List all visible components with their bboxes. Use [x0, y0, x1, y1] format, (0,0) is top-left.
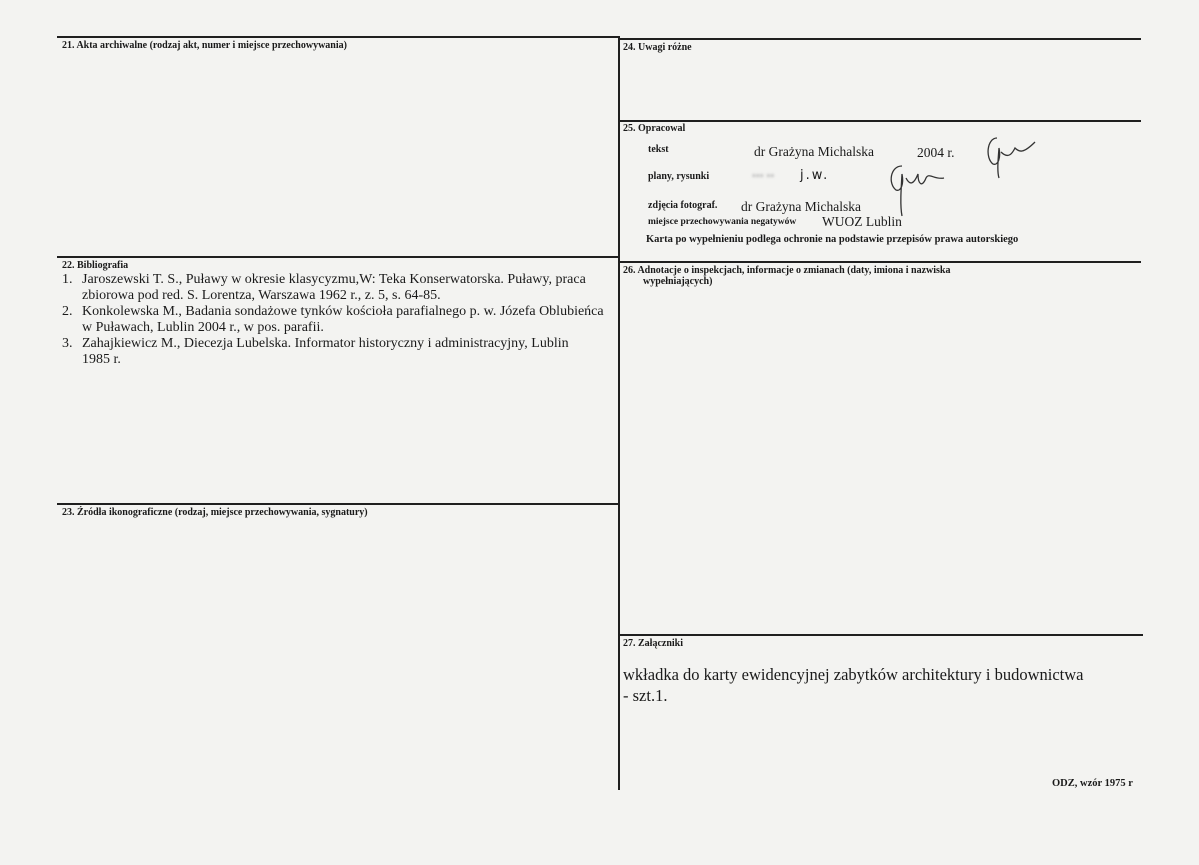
- item-text: Jaroszewski T. S., Puławy w okresie klasycyzmu,W: Teka Konserwatorska. Puławy, praca zbiorowa pod red. S. Lorentza, Warszawa 1962 r., z. 5, s. 64-85.: [82, 272, 586, 303]
- signature-plans: [884, 160, 954, 220]
- section-23-title: 23. Źródła ikonograficzne (rodzaj, miejsce przechowywania, sygnatury): [62, 507, 368, 518]
- center-divider: [618, 36, 620, 790]
- list-item: [62, 304, 617, 336]
- bibliography-list: [62, 272, 617, 368]
- list-item: [62, 336, 617, 368]
- rule-23: [57, 503, 620, 505]
- section-21-title: 21. Akta archiwalne (rodzaj akt, numer i miejsce przechowywania): [62, 40, 347, 51]
- plans-label: plany, rysunki: [648, 171, 710, 182]
- item-number: 2.: [62, 304, 73, 319]
- item-text: Zahajkiewicz M., Diecezja Lubelska. Informator historyczny i administracyjny, Lublin 1985 r.: [82, 336, 569, 367]
- top-rule-right: [620, 38, 1141, 40]
- copyright-note: Karta po wypełnieniu podlega ochronie na podstawie przepisów prawa autorskiego: [646, 234, 1019, 245]
- item-number: 3.: [62, 336, 73, 351]
- item-number: 1.: [62, 272, 73, 287]
- rule-27: [620, 634, 1143, 636]
- attachments-line1: wkładka do karty ewidencyjnej zabytków architektury i budownictwa: [623, 665, 1084, 684]
- section-25-title: 25. Opracowal: [623, 123, 686, 134]
- negatives-location: WUOZ Lublin: [822, 214, 902, 229]
- section-26-title-line1: 26. Adnotacje o inspekcjach, informacje o zmianach (daty, imiona i nazwiska: [623, 265, 951, 276]
- rule-25: [620, 120, 1141, 122]
- list-item: [62, 272, 617, 304]
- top-rule-left: [57, 36, 620, 38]
- text-author: dr Grażyna Michalska: [754, 144, 874, 159]
- form-identifier: ODZ, wzór 1975 r: [1052, 778, 1133, 789]
- text-label: tekst: [648, 144, 669, 155]
- item-text: Konkolewska M., Badania sondażowe tynków kościoła parafialnego p. w. Józefa Oblubieńca w Puławach, Lublin 2004 r., w pos. parafii.: [82, 304, 604, 335]
- section-24-title: 24. Uwagi różne: [623, 42, 692, 53]
- photos-label: zdjęcia fotograf.: [648, 200, 718, 211]
- attachments-line2: - szt.1.: [623, 686, 668, 705]
- section-27-title: 27. Załączniki: [623, 638, 684, 649]
- plans-value: j.w.: [800, 168, 830, 183]
- plans-redacted: ▪▪▪ ▪▪: [752, 170, 775, 182]
- section-22-title: 22. Bibliografia: [62, 260, 129, 271]
- section-26-title-line2: wypełniających): [643, 276, 713, 287]
- text-year: 2004 r.: [917, 145, 955, 160]
- negatives-label: miejsce przechowywania negatywów: [648, 217, 797, 227]
- rule-26: [620, 261, 1141, 263]
- rule-22: [57, 256, 620, 258]
- signature-text-author: [983, 130, 1043, 180]
- photos-author: dr Grażyna Michalska: [741, 199, 861, 214]
